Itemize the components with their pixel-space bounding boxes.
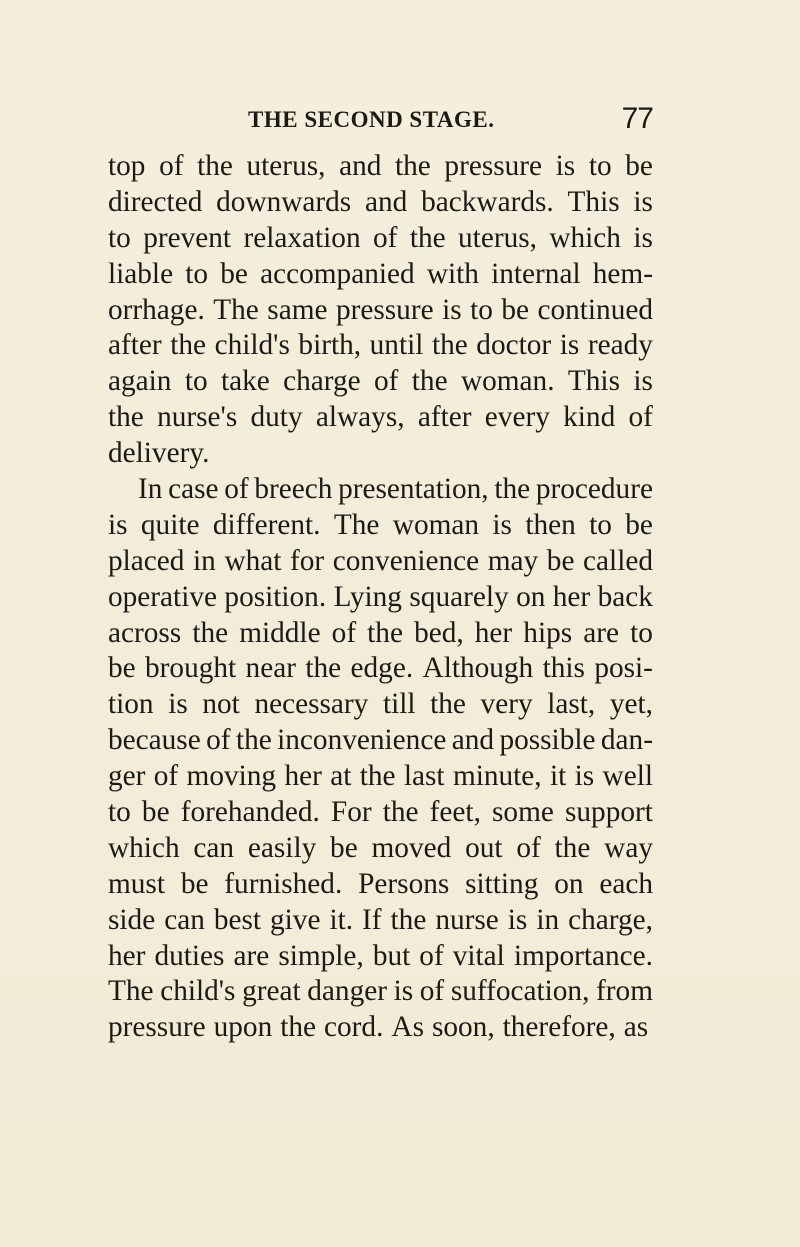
word: take	[220, 365, 270, 398]
word: the	[430, 688, 466, 721]
word: can	[193, 831, 235, 864]
word: her	[108, 939, 146, 972]
word: orrhage.	[108, 293, 205, 326]
word: the	[367, 616, 403, 649]
word: every	[484, 401, 550, 434]
word: internal	[491, 257, 581, 290]
word: is	[442, 293, 462, 326]
text-line	[108, 580, 653, 616]
text-line	[108, 185, 653, 221]
word: last	[403, 760, 445, 793]
word: duty	[250, 401, 303, 434]
word: some	[492, 796, 554, 829]
text-line	[108, 974, 653, 1010]
word: her	[552, 580, 591, 613]
text-line	[108, 687, 653, 723]
word: upon	[213, 1011, 273, 1044]
word: to	[108, 221, 131, 254]
word: soon,	[431, 1011, 495, 1044]
word: kind	[563, 401, 616, 434]
word: be	[501, 293, 529, 326]
word: be	[546, 544, 575, 577]
word: of	[153, 760, 179, 793]
word: because	[108, 724, 201, 757]
word: at	[330, 760, 352, 793]
word: moving	[186, 760, 277, 793]
word: pressure	[444, 150, 543, 182]
word: doctor	[476, 329, 552, 362]
word: be	[220, 257, 248, 290]
word: the	[197, 150, 233, 182]
text-line	[108, 149, 653, 185]
word: her	[284, 760, 322, 793]
word: to	[589, 508, 612, 541]
word: with	[426, 257, 479, 290]
word: easily	[247, 831, 317, 864]
word: downwards	[216, 185, 352, 218]
word: the	[411, 365, 448, 398]
word: the	[305, 652, 342, 685]
word: then	[525, 508, 576, 541]
word: is	[108, 508, 128, 541]
word: is	[168, 688, 188, 721]
word: This	[567, 185, 620, 218]
word: of	[628, 401, 653, 434]
word: birth,	[298, 329, 362, 362]
word: breech	[254, 473, 333, 506]
word: squarely	[409, 580, 509, 613]
word: For	[330, 796, 372, 829]
word: is	[492, 508, 512, 541]
text-line	[108, 651, 653, 687]
word: the	[390, 903, 427, 936]
word: minute,	[452, 760, 542, 793]
word: after	[417, 401, 472, 434]
word: to	[588, 150, 612, 182]
word: always,	[315, 401, 405, 434]
word: the	[192, 616, 229, 649]
word: simple,	[278, 939, 364, 972]
word: out	[465, 831, 503, 864]
word: different.	[212, 508, 321, 541]
word: each	[599, 867, 653, 900]
word: necessary	[254, 688, 369, 721]
word: the	[108, 401, 144, 434]
text-line	[108, 436, 653, 472]
word: delivery.	[108, 437, 210, 470]
word: moved	[371, 831, 452, 864]
word: charge	[283, 365, 361, 398]
word: quite	[140, 508, 200, 541]
word: which	[108, 831, 180, 864]
page-number: 77	[621, 102, 653, 135]
word: the	[431, 329, 468, 362]
word: uterus,	[246, 150, 326, 182]
word: yet,	[609, 688, 653, 721]
word: top	[108, 150, 146, 182]
word: possible	[499, 724, 596, 757]
word: it.	[329, 903, 354, 936]
word: is	[633, 221, 653, 254]
word: brought	[145, 652, 237, 685]
text-line	[108, 723, 653, 759]
word: relaxation	[243, 221, 361, 254]
word: must	[108, 867, 165, 900]
word: till	[382, 688, 416, 721]
word: but	[372, 939, 411, 972]
word: back	[597, 580, 653, 613]
text-line	[108, 903, 653, 939]
word: as	[623, 1011, 649, 1044]
word: is	[507, 903, 528, 936]
word: feet,	[429, 796, 481, 829]
word: hips	[523, 616, 573, 649]
text-line	[108, 400, 653, 436]
word: the	[554, 831, 591, 864]
word: of	[374, 365, 399, 398]
word: hem-	[592, 257, 653, 290]
text-line	[108, 1010, 653, 1046]
word: of	[159, 150, 184, 182]
word: same	[267, 293, 328, 326]
word: child's	[160, 975, 236, 1008]
word: backwards.	[421, 185, 554, 218]
word: in	[536, 903, 560, 936]
text-line	[108, 939, 653, 975]
word: therefore,	[502, 1011, 616, 1044]
word: and	[451, 724, 495, 757]
word: support	[565, 796, 653, 829]
word: child's	[214, 329, 290, 362]
text-line	[108, 867, 653, 903]
word: for	[289, 544, 325, 577]
word: As	[391, 1011, 424, 1044]
word: be	[141, 796, 170, 829]
word: position.	[224, 580, 327, 613]
word: the	[170, 329, 207, 362]
word: This	[567, 365, 620, 398]
word: uterus,	[458, 221, 537, 254]
word: and	[365, 185, 408, 218]
word: pressure	[108, 1011, 206, 1044]
text-line	[108, 293, 653, 329]
word: are	[583, 616, 619, 649]
word: the	[494, 473, 531, 506]
word: prevent	[143, 221, 232, 254]
word: are	[233, 939, 270, 972]
word: The	[108, 975, 154, 1008]
word: give	[270, 903, 321, 936]
word: which	[549, 221, 621, 254]
word: side	[108, 903, 156, 936]
word: duties	[154, 939, 225, 972]
text-line	[108, 795, 653, 831]
word: be	[180, 867, 209, 900]
word: the	[359, 760, 396, 793]
word: in	[193, 544, 216, 577]
word: this	[542, 652, 585, 685]
word: until	[369, 329, 424, 362]
word: The	[333, 508, 380, 541]
word: is	[574, 760, 595, 793]
word: ready	[587, 329, 653, 362]
word: after	[108, 329, 162, 362]
word: to	[470, 293, 493, 326]
word: The	[213, 293, 259, 326]
text-line	[108, 328, 653, 364]
word: pressure	[335, 293, 434, 326]
word: is	[393, 975, 414, 1008]
word: to	[184, 365, 208, 398]
word: sitting	[465, 867, 539, 900]
word: of	[419, 939, 444, 972]
word: Lying	[333, 580, 402, 613]
word: cord.	[324, 1011, 384, 1044]
word: directed	[108, 185, 203, 218]
word: continued	[537, 293, 653, 326]
word: dan-	[600, 724, 653, 757]
word: not	[202, 688, 240, 721]
word: can	[164, 903, 205, 936]
word: operative	[108, 580, 217, 613]
word: bed,	[414, 616, 464, 649]
word: great	[242, 975, 301, 1008]
word: well	[602, 760, 653, 793]
word: be	[625, 508, 653, 541]
word: way	[604, 831, 653, 864]
word: of	[224, 473, 249, 506]
word: to	[185, 257, 209, 290]
word: the	[409, 221, 446, 254]
word: to	[108, 796, 131, 829]
word: tion	[108, 688, 154, 721]
word: charge,	[568, 903, 653, 936]
text-line	[108, 759, 653, 795]
word: posi-	[594, 652, 653, 685]
word: vital	[452, 939, 505, 972]
text-line	[108, 257, 653, 293]
word: on	[554, 867, 584, 900]
word: presentation,	[338, 473, 489, 506]
text-line	[108, 831, 653, 867]
text-line	[108, 544, 653, 580]
running-head: THE SECOND STAGE.	[248, 107, 495, 132]
word: from	[596, 975, 653, 1008]
word: is	[555, 150, 576, 182]
word: what	[224, 544, 282, 577]
word: woman	[392, 508, 480, 541]
word: woman.	[460, 365, 555, 398]
word: forehanded.	[180, 796, 320, 829]
word: to	[630, 616, 653, 649]
word: nurse	[435, 903, 499, 936]
word: may	[487, 544, 539, 577]
word: of	[516, 831, 541, 864]
word: best	[213, 903, 262, 936]
word: is	[633, 365, 653, 398]
page-header	[108, 102, 653, 142]
word: her	[474, 616, 513, 649]
word: furnished.	[224, 867, 343, 900]
word: suffocation,	[450, 975, 590, 1008]
word: on	[516, 580, 546, 613]
word: case	[168, 473, 219, 506]
word: be	[625, 150, 653, 182]
word: the	[235, 724, 272, 757]
word: of	[331, 616, 357, 649]
word: the	[395, 150, 431, 182]
word: near	[245, 652, 296, 685]
word: Persons	[358, 867, 450, 900]
word: be	[330, 831, 358, 864]
word: is	[633, 185, 653, 218]
word: of	[206, 724, 231, 757]
text-line	[108, 221, 653, 257]
word: very	[480, 688, 533, 721]
text-line	[108, 364, 653, 400]
word: procedure	[535, 473, 653, 506]
word: of	[373, 221, 398, 254]
word: ger	[108, 760, 146, 793]
word: In	[138, 473, 163, 506]
word: placed	[108, 544, 185, 577]
text-line	[108, 472, 653, 508]
word: again	[108, 365, 172, 398]
word: convenience	[332, 544, 480, 577]
word: called	[583, 544, 653, 577]
word: across	[108, 616, 182, 649]
text-line	[108, 508, 653, 544]
word: the	[382, 796, 419, 829]
text-line	[108, 616, 653, 652]
word: it	[550, 760, 567, 793]
word: importance.	[513, 939, 653, 972]
word: middle	[239, 616, 321, 649]
word: of	[419, 975, 445, 1008]
word: accompanied	[260, 257, 415, 290]
word: Although	[422, 652, 534, 685]
word: the	[280, 1011, 317, 1044]
word: edge.	[350, 652, 414, 685]
word: is	[559, 329, 580, 362]
word: and	[339, 150, 382, 182]
word: inconvenience	[277, 724, 447, 757]
word: nurse's	[157, 401, 238, 434]
word: liable	[108, 257, 174, 290]
word: danger	[307, 975, 387, 1008]
word: be	[108, 652, 136, 685]
word: If	[362, 903, 382, 936]
body-text	[108, 149, 653, 1046]
word: last,	[547, 688, 596, 721]
